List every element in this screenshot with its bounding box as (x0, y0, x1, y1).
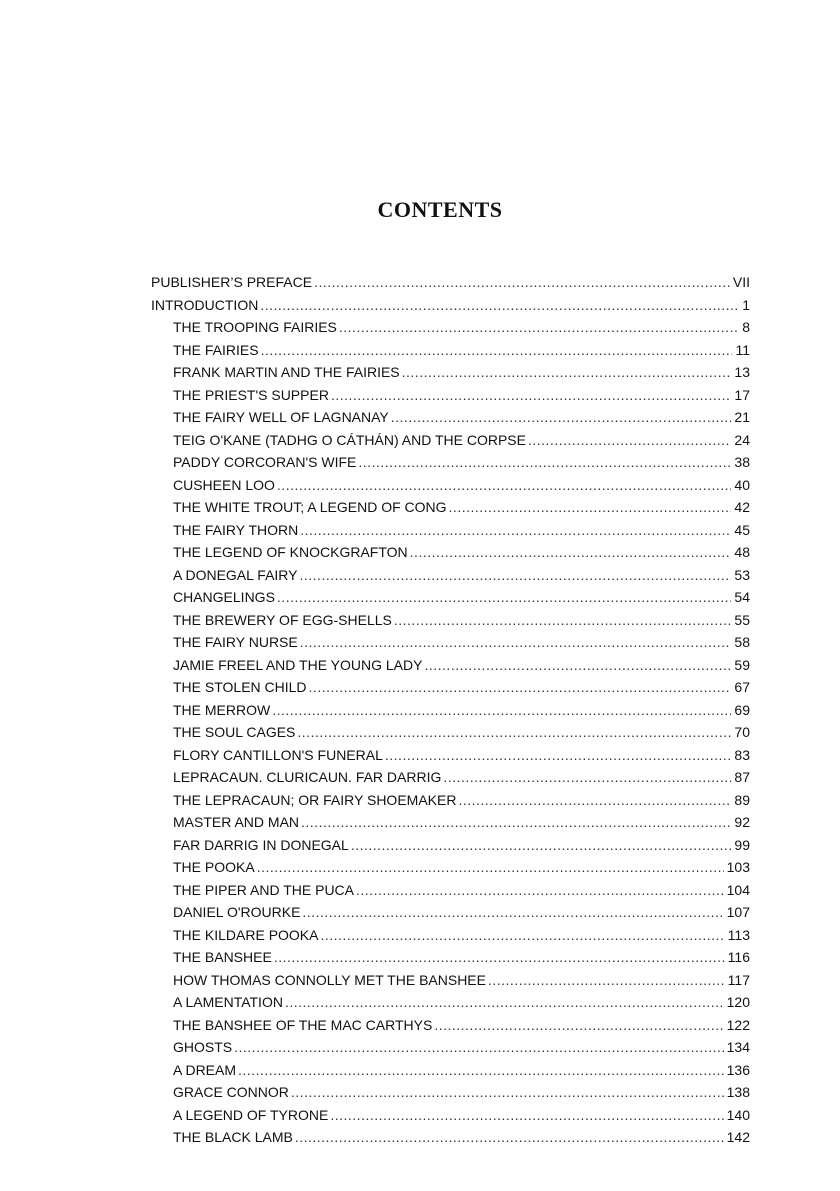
dot-leader (260, 294, 739, 317)
toc-entry-title: INTRODUCTION (151, 296, 259, 313)
toc-entry[interactable] (151, 339, 750, 362)
dot-leader (356, 879, 724, 902)
toc-entry-page-number: 113 (727, 926, 750, 943)
toc-entry-title: DANIEL O'ROURKE (173, 904, 301, 920)
toc-entry-title: THE WHITE TROUT; A LEGEND OF CONG (173, 499, 447, 515)
toc-entry[interactable] (151, 856, 750, 879)
dot-leader (402, 361, 732, 384)
dot-leader (300, 631, 732, 654)
toc-entry-page-number: 40 (734, 476, 750, 493)
toc-entry-page-number: 8 (742, 319, 750, 335)
toc-entry-title: CHANGELINGS (173, 589, 275, 605)
dot-leader (272, 699, 731, 722)
toc-entry[interactable] (151, 609, 750, 632)
dot-leader (257, 856, 724, 879)
toc-entry[interactable] (151, 631, 750, 654)
toc-entry[interactable] (151, 1036, 750, 1059)
dot-leader (295, 1126, 724, 1149)
toc-entry-title: THE BLACK LAMB (173, 1129, 293, 1145)
toc-entry-page-number: 92 (734, 814, 750, 830)
toc-entry-title: THE MERROW (173, 701, 271, 718)
toc-entry[interactable] (151, 1126, 750, 1149)
toc-entry-title: GRACE CONNOR (173, 1084, 289, 1100)
dot-leader (331, 384, 731, 407)
toc-entry-page-number: 136 (726, 1061, 750, 1078)
toc-entry-page-number: 70 (734, 724, 750, 740)
toc-entry[interactable] (151, 766, 750, 789)
toc-entry[interactable] (151, 586, 750, 609)
toc-entry-page-number: 24 (734, 431, 750, 448)
toc-entry-page-number: 99 (734, 836, 750, 853)
dot-leader (351, 834, 732, 857)
toc-entry[interactable] (151, 699, 750, 722)
toc-entry-page-number: 134 (726, 1039, 750, 1055)
toc-entry-page-number: 54 (734, 589, 750, 605)
dot-leader (302, 901, 723, 924)
toc-entry-page-number: 138 (726, 1084, 750, 1100)
dot-leader (449, 496, 732, 519)
toc-entry[interactable] (151, 789, 750, 812)
dot-leader (297, 721, 731, 744)
toc-entry[interactable] (151, 271, 750, 294)
toc-entry-page-number: 53 (734, 566, 750, 583)
dot-leader (291, 1081, 724, 1104)
toc-entry[interactable] (151, 901, 750, 924)
toc-entry-title: THE BANSHEE (173, 949, 272, 965)
toc-entry[interactable] (151, 496, 750, 519)
toc-entry-title: THE KILDARE POOKA (173, 926, 319, 943)
toc-entry-title: JAMIE FREEL AND THE YOUNG LADY (173, 656, 423, 673)
toc-entry-page-number: 69 (734, 701, 750, 718)
toc-entry-page-number: 122 (726, 1016, 750, 1033)
toc-entry-page-number: 21 (734, 409, 750, 425)
toc-entry-page-number: 103 (726, 859, 750, 875)
toc-entry-title: LEPRACAUN. CLURICAUN. FAR DARRIG (173, 769, 442, 785)
dot-leader (528, 429, 731, 452)
toc-entry[interactable] (151, 541, 750, 564)
dot-leader (424, 654, 731, 677)
toc-entry-page-number: 48 (734, 544, 750, 560)
toc-entry-page-number: 117 (727, 971, 750, 988)
dot-leader (443, 766, 731, 789)
toc-entry-title: THE LEGEND OF KNOCKGRAFTON (173, 544, 408, 560)
toc-entry[interactable] (151, 654, 750, 677)
toc-entry-page-number: 120 (726, 994, 750, 1010)
dot-leader (410, 541, 732, 564)
dot-leader (458, 789, 731, 812)
table-of-contents (151, 271, 750, 1149)
toc-entry-title: THE PRIEST'S SUPPER (173, 386, 329, 403)
toc-entry-title: THE FAIRY THORN (173, 521, 299, 538)
dot-leader (300, 519, 731, 542)
toc-entry-title: A LAMENTATION (173, 994, 283, 1010)
toc-entry-title: FLORY CANTILLON'S FUNERAL (173, 746, 383, 763)
toc-entry-title: THE SOUL CAGES (173, 724, 296, 740)
dot-leader (301, 811, 731, 834)
toc-entry-title: PUBLISHER’S PREFACE (151, 274, 313, 290)
dot-leader (358, 451, 731, 474)
dot-leader (238, 1059, 724, 1082)
toc-entry-title: MASTER AND MAN (173, 814, 300, 830)
toc-entry[interactable] (151, 879, 750, 902)
dot-leader (434, 1014, 723, 1037)
toc-entry-title: THE LEPRACAUN; OR FAIRY SHOEMAKER (173, 791, 457, 808)
toc-entry-title: THE BANSHEE OF THE MAC CARTHYS (173, 1016, 433, 1033)
dot-leader (339, 316, 739, 339)
dot-leader (385, 744, 732, 767)
dot-leader (488, 969, 725, 992)
dot-leader (391, 406, 732, 429)
toc-entry-title: THE PIPER AND THE PUCA (173, 881, 355, 898)
toc-entry[interactable] (151, 811, 750, 834)
toc-entry-title: THE FAIRIES (173, 341, 259, 358)
toc-entry-title: CUSHEEN LOO (173, 476, 275, 493)
toc-entry-page-number: 140 (726, 1106, 750, 1123)
toc-entry[interactable] (151, 474, 750, 497)
toc-entry-page-number: 59 (734, 656, 750, 673)
toc-entry-page-number: 55 (734, 611, 750, 628)
toc-entry[interactable] (151, 924, 750, 947)
toc-entry[interactable] (151, 1014, 750, 1037)
toc-entry[interactable] (151, 1081, 750, 1104)
toc-entry[interactable] (151, 744, 750, 767)
dot-leader (261, 339, 733, 362)
toc-entry-page-number: 13 (734, 364, 750, 380)
toc-entry-page-number: 1 (742, 296, 750, 313)
toc-entry-title: THE POOKA (173, 859, 255, 875)
toc-entry[interactable] (151, 676, 750, 699)
toc-entry[interactable] (151, 564, 750, 587)
toc-entry-page-number: 142 (726, 1129, 750, 1145)
toc-entry-page-number: VII (732, 274, 750, 290)
toc-entry-page-number: 58 (734, 634, 750, 650)
toc-entry[interactable] (151, 519, 750, 542)
toc-entry[interactable] (151, 834, 750, 857)
dot-leader (320, 924, 724, 947)
toc-entry-page-number: 116 (727, 949, 750, 965)
dot-leader (309, 676, 732, 699)
toc-entry[interactable] (151, 969, 750, 992)
toc-entry-title: THE BREWERY OF EGG-SHELLS (173, 611, 392, 628)
toc-entry-title: PADDY CORCORAN'S WIFE (173, 454, 357, 470)
page-title: CONTENTS (377, 196, 503, 222)
dot-leader (285, 991, 724, 1014)
toc-entry-page-number: 45 (734, 521, 750, 538)
toc-entry-title: THE STOLEN CHILD (173, 679, 307, 695)
toc-entry[interactable] (151, 721, 750, 744)
toc-entry-title: THE FAIRY WELL OF LAGNANAY (173, 409, 389, 425)
dot-leader (330, 1104, 723, 1127)
toc-entry-page-number: 104 (726, 881, 750, 898)
toc-entry-page-number: 11 (735, 341, 750, 358)
toc-entry-page-number: 83 (734, 746, 750, 763)
dot-leader (277, 474, 732, 497)
toc-entry-title: A DONEGAL FAIRY (173, 566, 298, 583)
toc-entry-title: THE FAIRY NURSE (173, 634, 298, 650)
toc-entry-page-number: 17 (734, 386, 750, 403)
toc-entry[interactable] (151, 946, 750, 969)
toc-entry[interactable] (151, 316, 750, 339)
toc-entry-page-number: 107 (726, 904, 750, 920)
toc-entry-title: HOW THOMAS CONNOLLY MET THE BANSHEE (173, 971, 486, 988)
toc-entry-title: A DREAM (173, 1061, 237, 1078)
toc-entry-page-number: 87 (734, 769, 750, 785)
toc-entry[interactable] (151, 1059, 750, 1082)
toc-entry[interactable] (151, 429, 750, 452)
toc-entry-title: FRANK MARTIN AND THE FAIRIES (173, 364, 400, 380)
dot-leader (394, 609, 732, 632)
toc-entry[interactable] (151, 294, 750, 317)
toc-entry-page-number: 89 (734, 791, 750, 808)
toc-entry-page-number: 42 (734, 499, 750, 515)
toc-entry-title: THE TROOPING FAIRIES (173, 319, 337, 335)
toc-entry[interactable] (151, 406, 750, 429)
dot-leader (314, 271, 730, 294)
toc-entry-page-number: 67 (734, 679, 750, 695)
dot-leader (277, 586, 732, 609)
toc-entry[interactable] (151, 384, 750, 407)
toc-entry[interactable] (151, 451, 750, 474)
dot-leader (300, 564, 732, 587)
toc-entry[interactable] (151, 1104, 750, 1127)
dot-leader (234, 1036, 724, 1059)
toc-entry[interactable] (151, 991, 750, 1014)
toc-entry-title: A LEGEND OF TYRONE (173, 1106, 329, 1123)
dot-leader (274, 946, 725, 969)
toc-entry[interactable] (151, 361, 750, 384)
toc-entry-title: FAR DARRIG IN DONEGAL (173, 836, 349, 853)
toc-entry-title: GHOSTS (173, 1039, 233, 1055)
toc-entry-page-number: 38 (734, 454, 750, 470)
toc-entry-title: TEIG O'KANE (TADHG O CÁTHÁN) AND THE CORPSE (173, 431, 526, 448)
